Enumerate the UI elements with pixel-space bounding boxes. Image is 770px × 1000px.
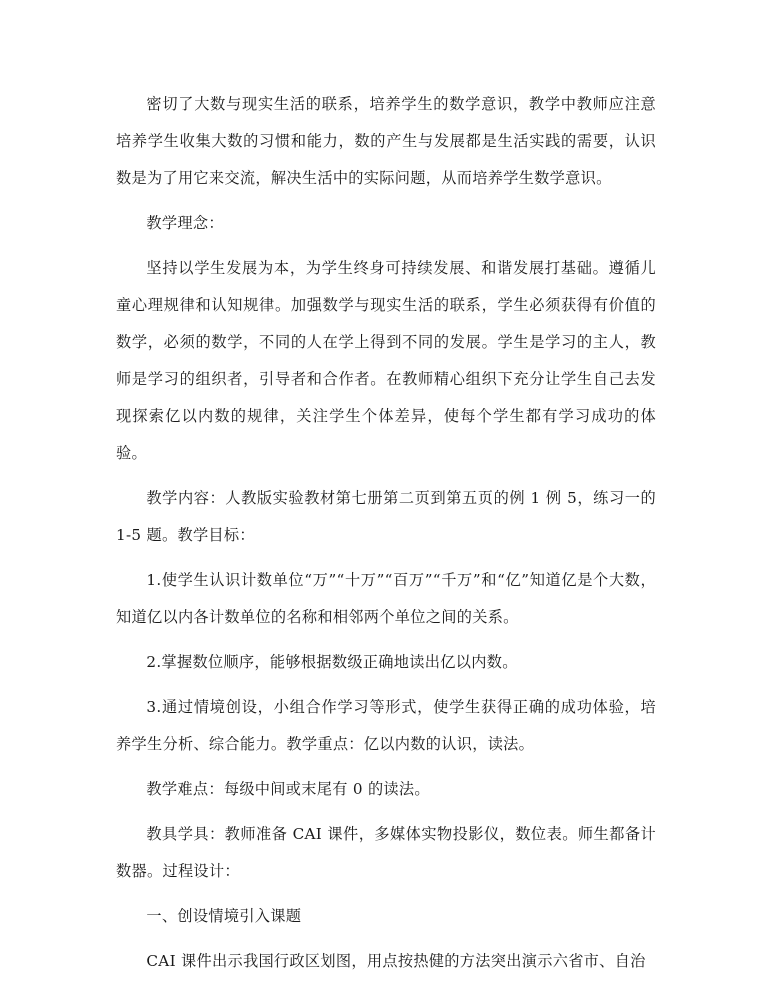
document-body: [116, 86, 656, 988]
paragraph-intro: 密切了大数与现实生活的联系，培养学生的数学意识，教学中教师应注意培养学生收集大数的习惯和能力，数的产生与发展都是生活实践的需要，认识数是为了用它来交流，解决生活中的实际问题，从而培养学生数学意识。: [116, 95, 656, 187]
heading-section-one: 一、创设情境引入课题: [146, 907, 302, 925]
paragraph-teaching-aids: 教具学具：教师准备 CAI 课件，多媒体实物投影仪，数位表。师生都备计数器。过程设计：: [116, 825, 656, 880]
paragraph-goal-3: 3.通过情境创设，小组合作学习等形式，使学生获得正确的成功体验，培养学生分析、综合能力。教学重点：亿以内数的认识，读法。: [116, 698, 656, 753]
paragraph-goal-1: 1.使学生认识计数单位“万”“十万”“百万”“千万”和“亿”知道亿是个大数，知道亿以内各计数单位的名称和相邻两个单位之间的关系。: [116, 571, 656, 626]
paragraph-teaching-difficulty: 教学难点：每级中间或末尾有 0 的读法。: [146, 780, 430, 798]
paragraph-goal-2: 2.掌握数位顺序，能够根据数级正确地读出亿以内数。: [146, 653, 518, 671]
paragraph-teaching-philosophy: 坚持以学生发展为本，为学生终身可持续发展、和谐发展打基础。遵循儿童心理规律和认知规律。加强数学与现实生活的联系，学生必须获得有价值的数学，必须的数学，不同的人在学上得到不同的发展。学生是学习的主人，教师是学习的组织者，引导者和合作者。在教师精心组织下充分让学生自己去发现探索亿以内数的规律，关注学生个体差异，使每个学生都有学习成功的体验。: [116, 259, 656, 462]
heading-teaching-philosophy: 教学理念：: [146, 214, 224, 232]
paragraph-section-one: CAI 课件出示我国行政区划图，用点按热健的方法突出演示六省市、自治: [146, 952, 646, 970]
paragraph-teaching-content: 教学内容：人教版实验教材第七册第二页到第五页的例 1 例 5，练习一的 1-5 题。教学目标：: [116, 489, 656, 544]
